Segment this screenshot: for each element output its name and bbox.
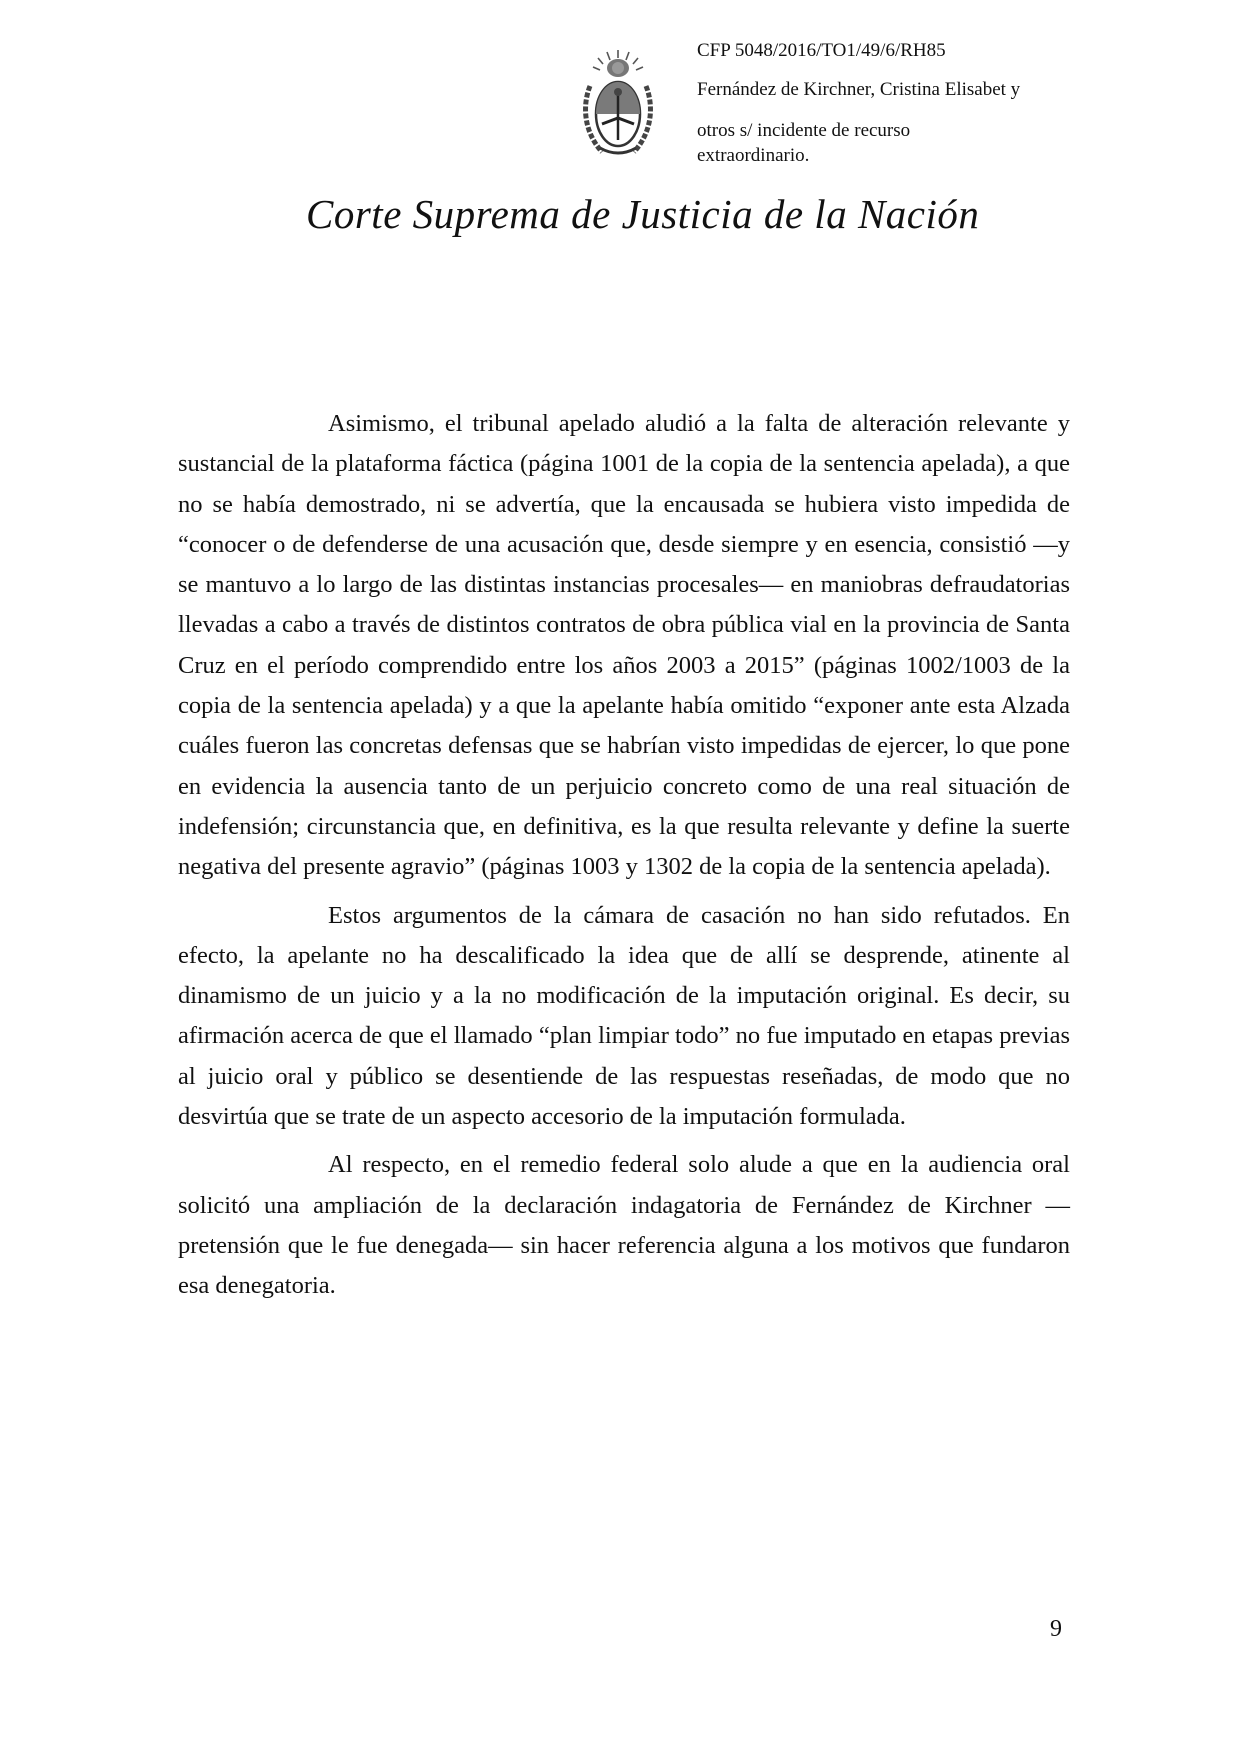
paragraph: Al respecto, en el remedio federal solo alude a que en la audiencia oral solicitó una ampliación de la declaración indagatoria de Fernández de Kirchner —pretensión que le fue denegada— sin hacer referencia alguna a los motivos que fundaron esa denegatoria. [178, 1151, 1070, 1300]
document-body [178, 404, 1070, 1315]
case-title-line-1: Fernández de Kirchner, Cristina Elisabet y [697, 79, 1021, 100]
case-title-line-3: extraordinario. [697, 145, 810, 166]
court-name: Corte Suprema de Justicia de la Nación [306, 191, 980, 237]
case-header [697, 38, 1117, 168]
case-title-line-2: otros s/ incidente de recurso [697, 120, 911, 141]
case-number: CFP 5048/2016/TO1/49/6/RH85 [697, 40, 946, 61]
page-number: 9 [1050, 1616, 1062, 1642]
national-coat-of-arms-icon [580, 48, 656, 160]
paragraph: Estos argumentos de la cámara de casación no han sido refutados. En efecto, la apelante no ha descalificado la idea que de allí se desprende, atinente al dinamismo de un juicio y a la no modificación de la imputación original. Es decir, su afirmación acerca de que el llamado “plan limpiar todo” no fue imputado en etapas previas al juicio oral y público se desentiende de las respuestas reseñadas, de modo que no desvirtúa que se trate de un aspecto accesorio de la imputación formulada. [178, 901, 1070, 1131]
paragraph: Asimismo, el tribunal apelado aludió a la falta de alteración relevante y sustancial de la plataforma fáctica (página 1001 de la copia de la sentencia apelada), a que no se había demostrado, ni se advertía, que la encausada se hubiera visto impedida de “conocer o de defenderse de una acusación que, desde siempre y en esencia, consistió —y se mantuvo a lo largo de las distintas instancias procesales— en maniobras defraudatorias llevadas a cabo a través de distintos contratos de obra pública vial en la provincia de Santa Cruz en el período comprendido entre los años 2003 a 2015” (páginas 1002/1003 de la copia de la sentencia apelada) y a que la apelante había omitido “exponer ante esta Alzada cuáles fueron las concretas defensas que se habrían visto impedidas de ejercer, lo que pone en evidencia la ausencia tanto de un perjuicio concreto como de una real situación de indefensión; circunstancia que, en definitiva, es la que resulta relevante y define la suerte negativa del presente agravio” (páginas 1003 y 1302 de la copia de la sentencia apelada). [178, 410, 1070, 881]
